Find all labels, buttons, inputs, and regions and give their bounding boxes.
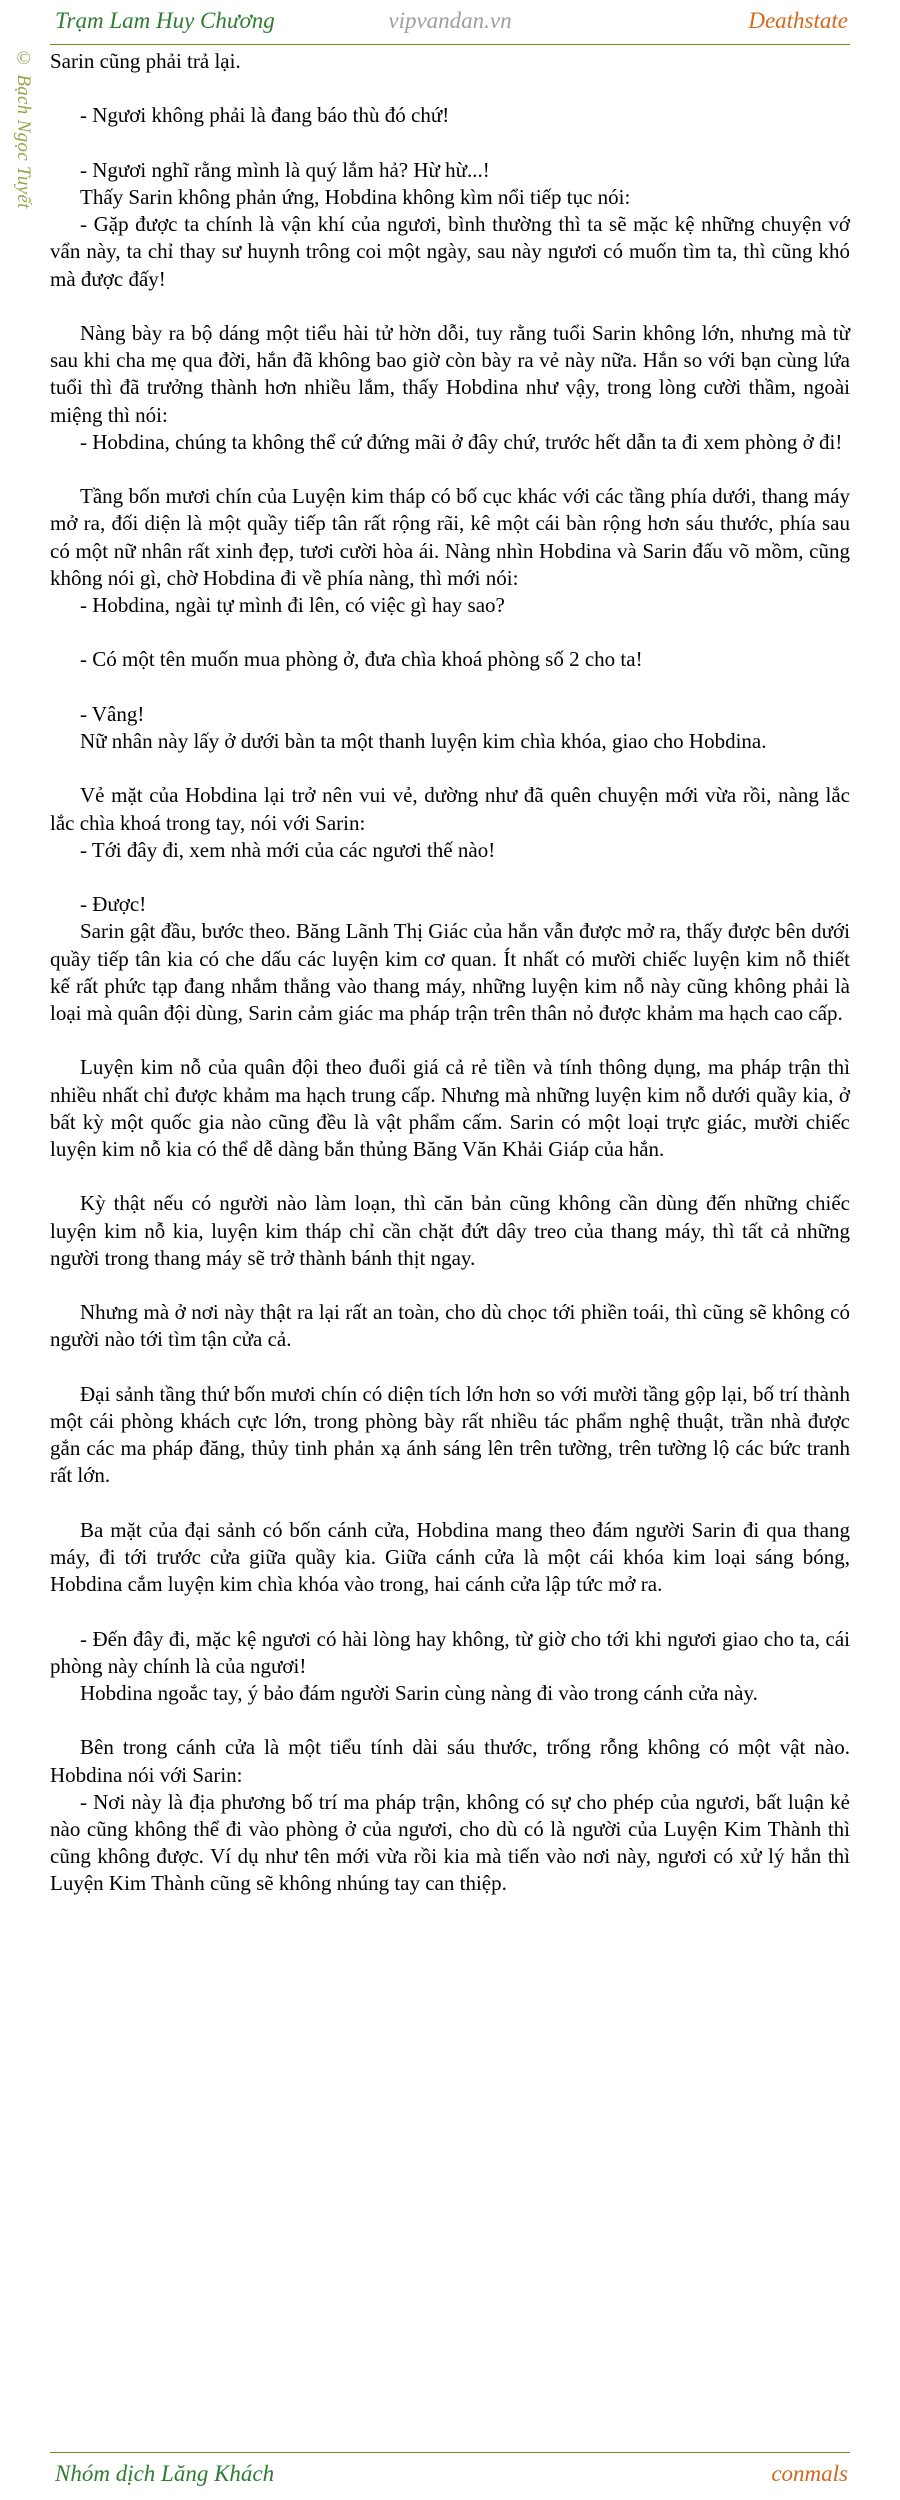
- paragraph: Hobdina ngoắc tay, ý bảo đám người Sarin cùng nàng đi vào trong cánh cửa này.: [80, 1680, 758, 1705]
- paragraph-gap: [50, 293, 850, 320]
- paragraph: - Hobdina, chúng ta không thể cứ đứng mãi ở đây chứ, trước hết dẫn ta đi xem phòng ở đi!: [80, 429, 843, 454]
- paragraph: - Có một tên muốn mua phòng ở, đưa chìa khoá phòng số 2 cho ta!: [80, 647, 643, 672]
- paragraph-gap: [50, 864, 850, 891]
- paragraph: Nhưng mà ở nơi này thật ra lại rất an toàn, cho dù chọc tới phiền toái, thì cũng sẽ không có người nào tới tìm tận cửa cả.: [50, 1300, 850, 1352]
- paragraph: - Được!: [80, 892, 147, 917]
- paragraph: Luyện kim nỗ của quân đội theo đuổi giá cả rẻ tiền và tính thông dụng, ma pháp trận thì nhiều nhất chỉ được khảm ma hạch trung cấp. Nhưng mà những luyện kim nỗ dưới quầy kia, ở bất kỳ một quốc gia nào cũng đều là vật phẩm cấm. Sarin có một loại trực giác, mười chiếc luyện kim nỗ kia có thể dễ dàng bắn thủng Băng Văn Khải Giáp của hắn.: [50, 1055, 850, 1161]
- paragraph: Ba mặt của đại sảnh có bốn cánh cửa, Hobdina mang theo đám người Sarin đi qua thang máy, đi tới trước cửa giữa quầy kia. Giữa cánh cửa là một cái khóa kim loại sáng bóng, Hobdina cắm luyện kim chìa khóa vào trong, hai cánh cửa lập tức mở ra.: [50, 1517, 850, 1597]
- paragraph: - Tới đây đi, xem nhà mới của các ngươi thế nào!: [80, 837, 496, 862]
- paragraph: Vẻ mặt của Hobdina lại trở nên vui vẻ, dường như đã quên chuyện mới vừa rồi, nàng lắc lắc chìa khoá trong tay, nói với Sarin:: [50, 783, 850, 835]
- header-url: vipvandan.vn: [388, 8, 512, 33]
- paragraph-gap: [50, 755, 850, 782]
- paragraph: Kỳ thật nếu có người nào làm loạn, thì căn bản cũng không cần dùng đến những chiếc luyện kim nỗ kia, luyện kim tháp chỉ cần chặt đứt dây treo của thang máy, thì tất cả những người trong thang máy sẽ trở thành bánh thịt ngay.: [50, 1191, 850, 1270]
- paragraph-gap: [50, 1354, 850, 1381]
- paragraph: - Nơi này là địa phương bố trí ma pháp trận, không có sự cho phép của ngươi, bất luận kẻ nào cũng không thể đi vào phòng ở của ngươi, cho dù có là người của Luyện Kim Thành thì cũng không được. Ví dụ như tên mới vừa rồi kia mà tiến vào nơi này, ngươi có xử lý hắn thì Luyện Kim Thành cũng sẽ không nhúng tay can thiệp.: [50, 1789, 850, 1896]
- paragraph: - Ngươi nghĩ rằng mình là quý lắm hả? Hừ hừ...!: [80, 157, 490, 182]
- paragraph-gap: [50, 674, 850, 701]
- paragraph-gap: [50, 1707, 850, 1734]
- paragraph-gap: [50, 130, 850, 157]
- paragraph-gap: [50, 619, 850, 646]
- paragraph-gap: [50, 1272, 850, 1299]
- paragraph-gap: [50, 1027, 850, 1054]
- paragraph: - Gặp được ta chính là vận khí của ngươi, bình thường thì ta sẽ mặc kệ những chuyện vớ vẩn này, ta chỉ thay sư huynh trông coi một ngày, sau này ngươi có muốn tìm ta, thì cũng khó mà được đấy!: [50, 212, 850, 291]
- header-author: Deathstate: [748, 8, 848, 33]
- paragraph-gap: [50, 1490, 850, 1517]
- copyright-sidebar: © Bạch Ngọc Tuyết: [13, 48, 34, 209]
- footer-translator: Nhóm dịch Lăng Khách: [55, 2461, 275, 2486]
- paragraph: Đại sảnh tầng thứ bốn mươi chín có diện tích lớn hơn so với mười tầng gộp lại, bố trí thành một cái phòng khách cực lớn, trong phòng bày rất nhiều tác phẩm nghệ thuật, trần nhà được gắn các ma pháp đăng, thủy tinh phản xạ ánh sáng lên trên tường, trên tường lộ các bức tranh rất lớn.: [50, 1381, 850, 1488]
- paragraph-gap: [50, 1163, 850, 1190]
- page-header: [50, 0, 850, 45]
- paragraph: - Đến đây đi, mặc kệ ngươi có hài lòng hay không, từ giờ cho tới khi ngươi giao cho ta, cái phòng này chính là của ngươi!: [50, 1626, 850, 1678]
- paragraph: Sarin cũng phải trả lại.: [50, 49, 241, 73]
- paragraph: - Vâng!: [80, 701, 145, 726]
- paragraph: Nàng bày ra bộ dáng một tiểu hài tử hờn dỗi, tuy rằng tuổi Sarin không lớn, nhưng mà từ sau khi cha mẹ qua đời, hắn đã không bao giờ còn bày ra vẻ này nữa. Hắn so với bạn cùng lứa tuổi thì đã trưởng thành hơn nhiều lắm, thấy Hobdina như vậy, trong lòng cười thầm, ngoài miệng thì nói:: [50, 320, 850, 427]
- paragraph: Tầng bốn mươi chín của Luyện kim tháp có bố cục khác với các tầng phía dưới, thang máy mở ra, đối diện là một quầy tiếp tân rất rộng rãi, kê một cái bàn rộng hơn sáu thước, phía sau có một nữ nhân rất xinh đẹp, tươi cười hòa ái. Nàng nhìn Hobdina và Sarin đấu võ mồm, cũng không nói gì, chờ Hobdina đi về phía nàng, thì mới nói:: [50, 484, 850, 590]
- paragraph-gap: [50, 1598, 850, 1625]
- paragraph-gap: [50, 75, 850, 102]
- story-text: [50, 48, 850, 1898]
- header-site-name: Trạm Lam Huy Chương: [55, 8, 275, 33]
- paragraph: Nữ nhân này lấy ở dưới bàn ta một thanh luyện kim chìa khóa, giao cho Hobdina.: [80, 728, 767, 753]
- paragraph: Sarin gật đầu, bước theo. Băng Lãnh Thị Giác của hắn vẫn được mở ra, thấy được bên dưới quầy tiếp tân kia có che dấu các luyện kim cơ quan. Ít nhất có mười chiếc luyện kim nỗ thiết kế rất phức tạp đang nhắm thẳng vào thang máy, những luyện kim nỗ này cũng không phải là loại mà quân đội dùng, Sarin cảm giác ma pháp trận trên thân nỏ được khảm ma hạch cao cấp.: [50, 919, 850, 1025]
- paragraph: - Hobdina, ngài tự mình đi lên, có việc gì hay sao?: [80, 593, 505, 617]
- footer-editor: conmals: [771, 2461, 848, 2486]
- paragraph-gap: [50, 456, 850, 483]
- page-footer: [50, 2452, 850, 2493]
- paragraph: - Ngươi không phải là đang báo thù đó chứ!: [80, 103, 450, 128]
- paragraph: Bên trong cánh cửa là một tiểu tính dài sáu thước, trống rỗng không có một vật nào. Hobdina nói với Sarin:: [50, 1735, 850, 1787]
- paragraph: Thấy Sarin không phản ứng, Hobdina không kìm nổi tiếp tục nói:: [80, 184, 631, 209]
